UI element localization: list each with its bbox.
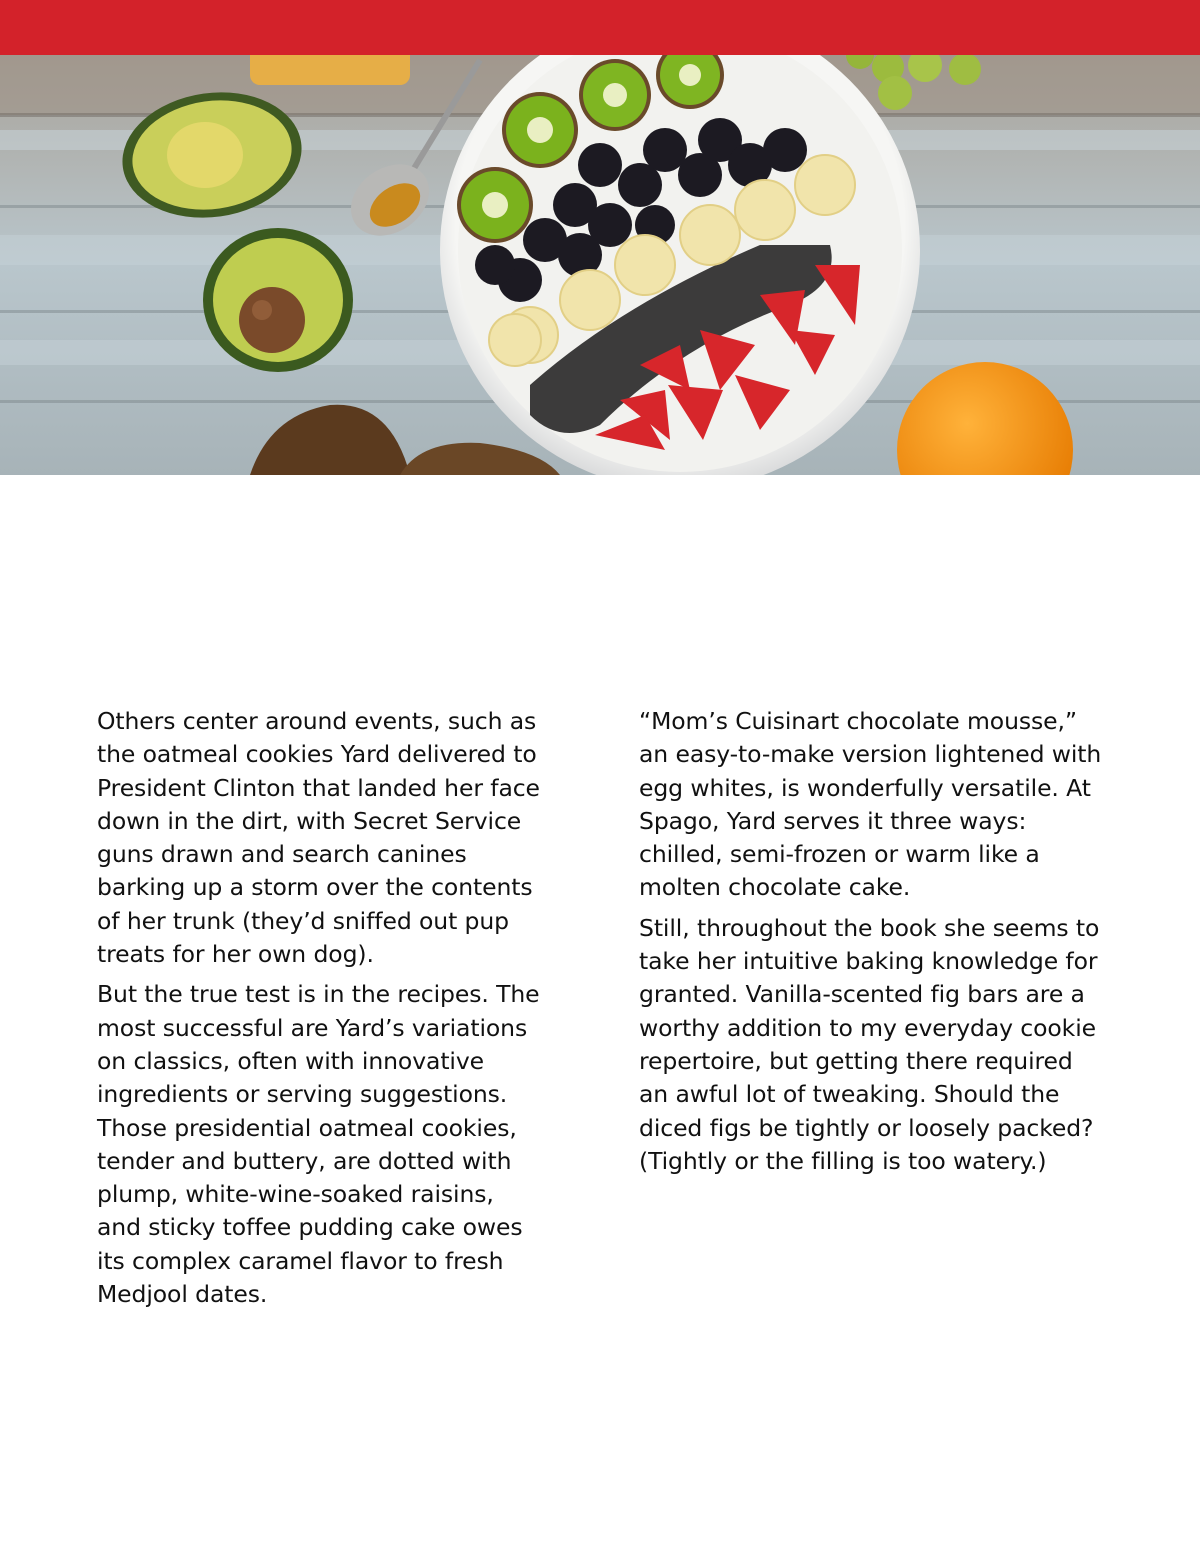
article-paragraph: “Mom’s Cuisinart chocolate mousse,” an easy-to-make version lightened with egg whites, is wonderfully versatile. At Spago, Yard serves it three ways: chilled, semi-frozen or warm like a molten chocolate cake.: [639, 707, 1102, 902]
article-paragraph: Still, throughout the book she seems to take her intuitive baking knowledge for granted. Vanilla-scented fig bars are a worthy addition to my everyday cookie repertoire, but getting there required an awful lot of tweaking. Should the diced figs be tightly or loosely packed? (Tightly or the filling is too watery.): [639, 913, 1100, 1175]
article-paragraph: But the true test is in the recipes. The most successful are Yard’s variations on classics, often with innovative ingredients or serving suggestions. Those presidential oatmeal cookies, tender and buttery, are dotted with plump, white-wine-soaked raisins, and sticky toffee pudding cake owes its complex caramel flavor to fresh Medjool dates.: [97, 980, 540, 1309]
header-accent-bar: [0, 0, 1200, 55]
article-column-right: [639, 705, 1119, 1185]
article-paragraph: Others center around events, such as the oatmeal cookies Yard delivered to President Clinton that landed her face down in the dirt, with Secret Service guns drawn and search canines barking up a storm over the contents of her trunk (they’d sniffed out pup treats for her own dog).: [97, 707, 540, 969]
hero-photo: [0, 55, 1200, 475]
article-column-left: [97, 705, 567, 1318]
fruit-bowl-photo-icon: [0, 55, 1200, 475]
